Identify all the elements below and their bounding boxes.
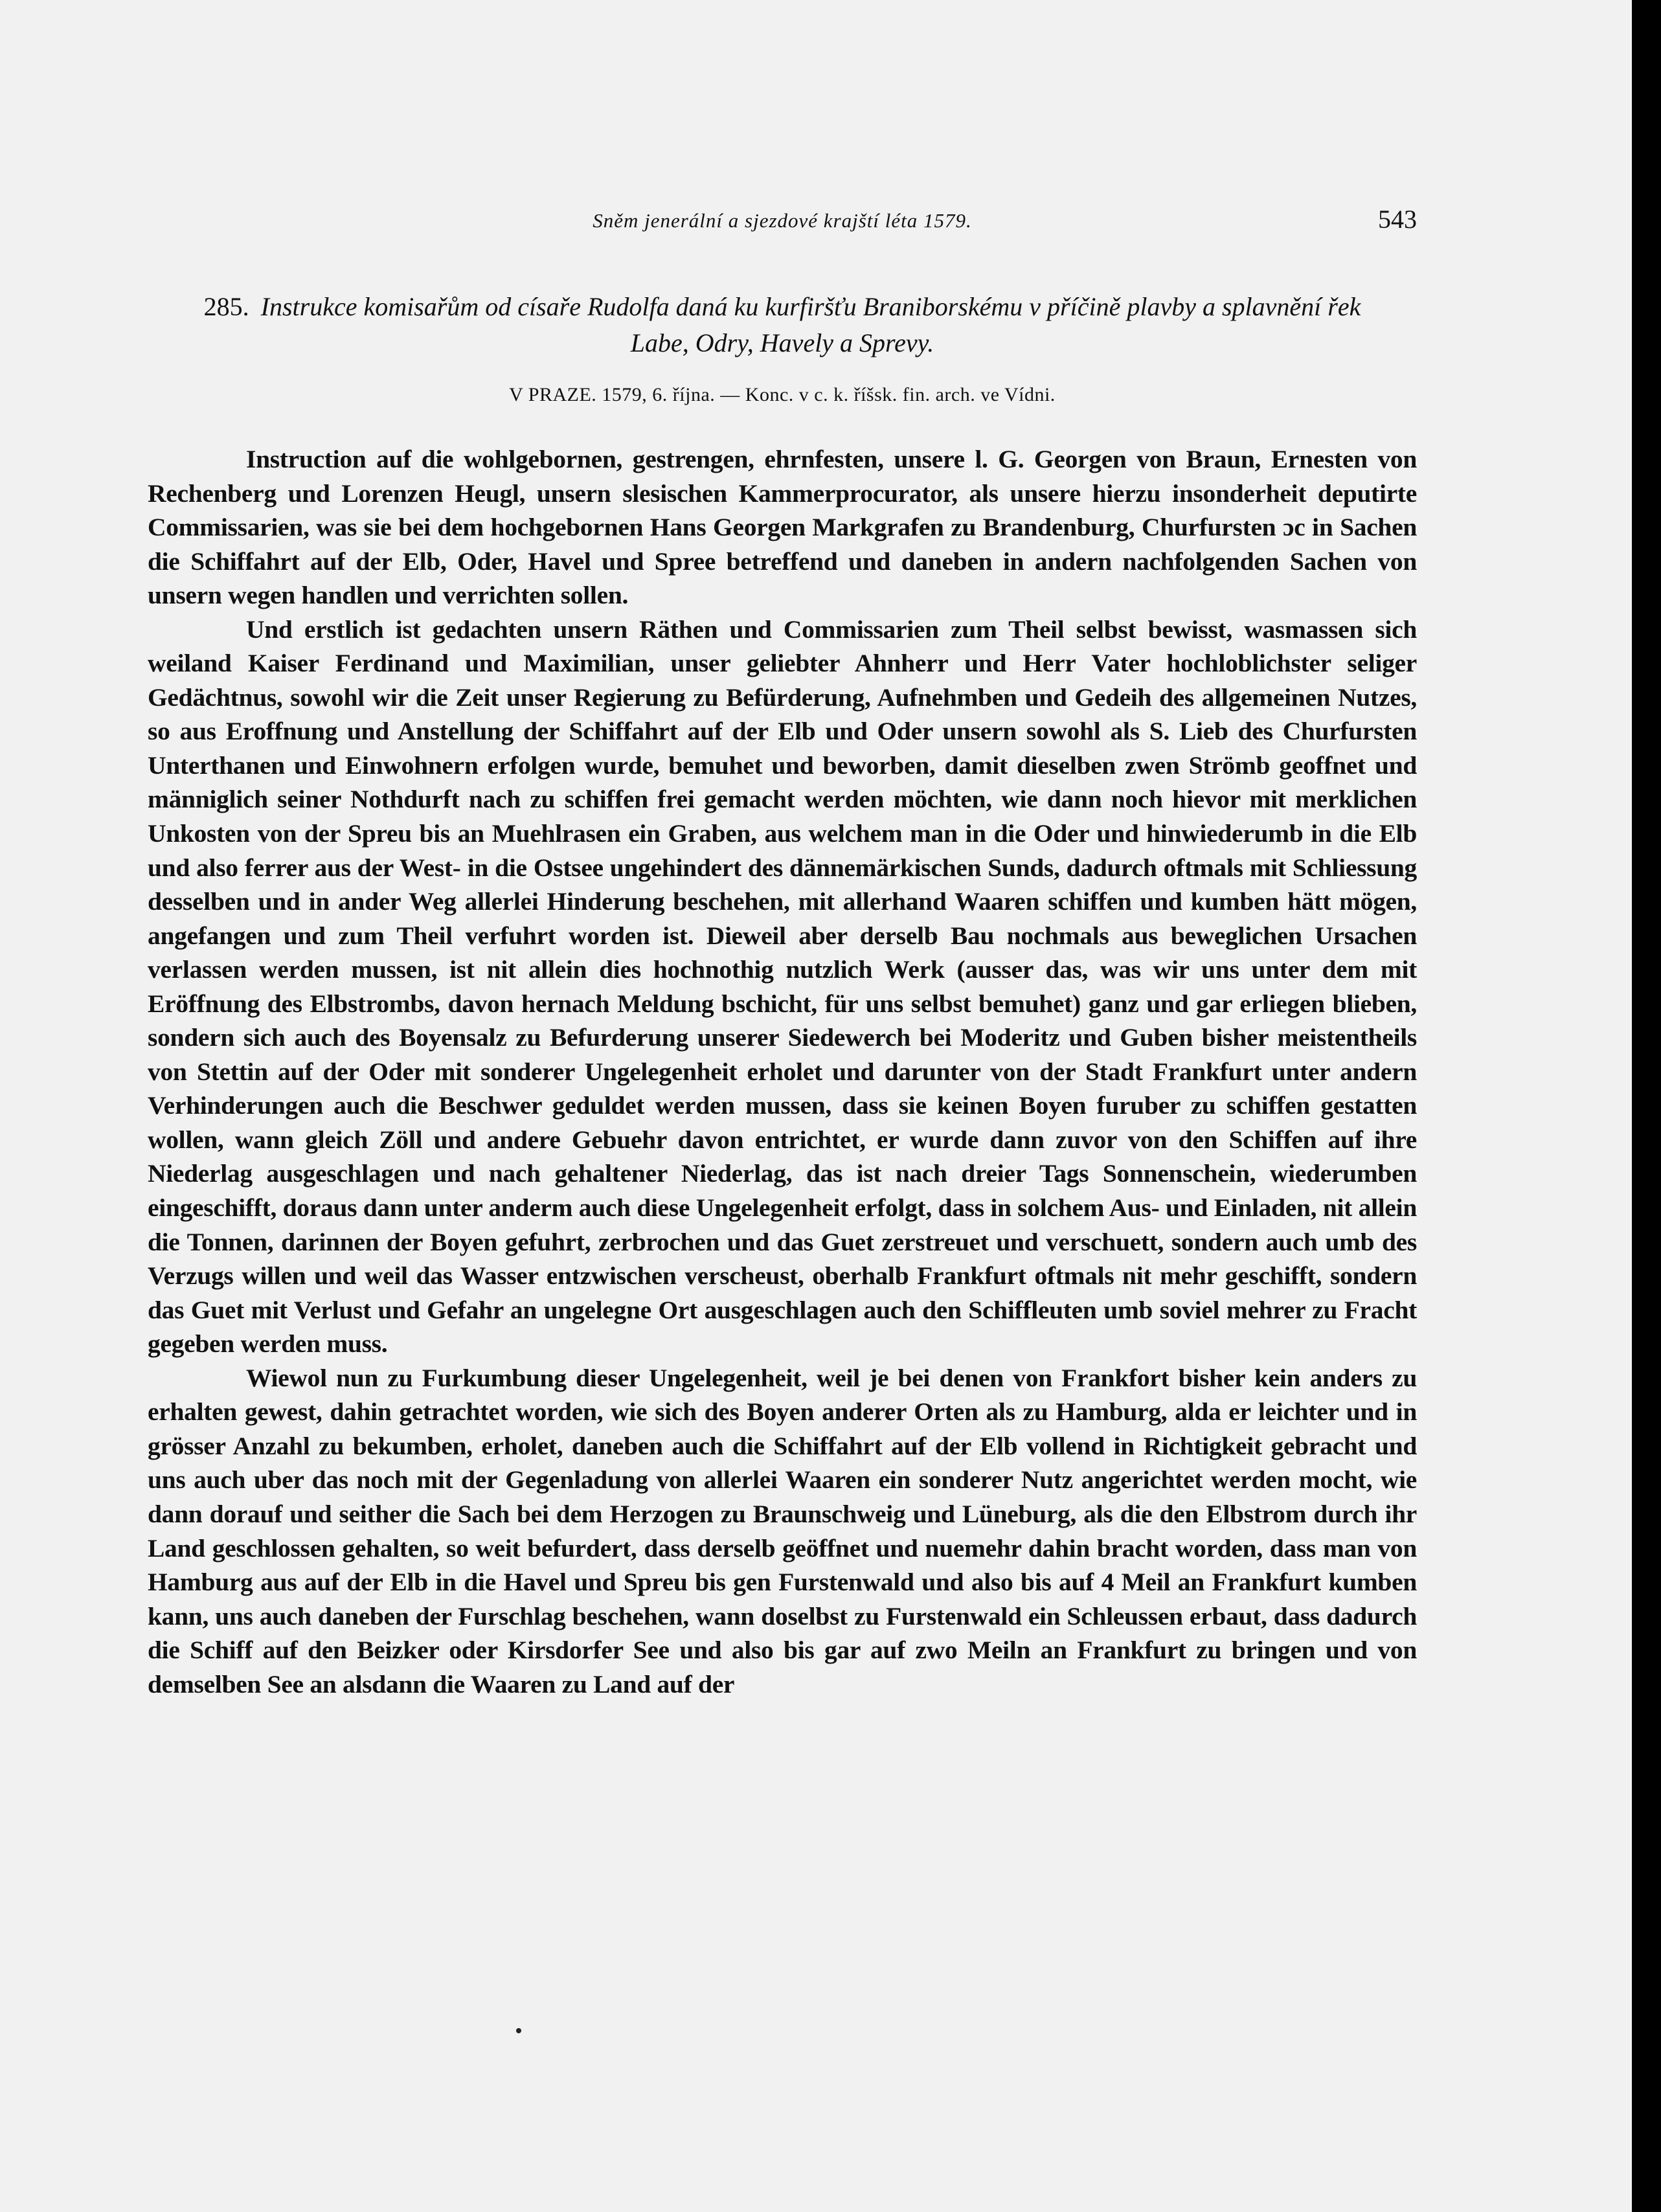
document-source-line: V PRAZE. 1579, 6. října. — Konc. v c. k. říšsk. fin. arch. ve Vídni.: [509, 384, 1056, 405]
document-title: Instrukce komisařům od císaře Rudolfa daná ku kurfiršťu Braniborskému v příčině plavby a splavnění řek Labe, Odry, Havely a Sprevy.: [260, 292, 1361, 357]
body-text: [148, 442, 1417, 1701]
ink-speck: [516, 2028, 521, 2033]
paragraph: Instruction auf die wohlgebornen, gestrengen, ehrnfesten, unsere l. G. Georgen von Braun, Ernesten von Rechenberg und Lorenzen Heugl, unsern slesischen Kammerprocurator, als unsere hierzu insonderheit deputirte Commissarien, was sie bei dem hochgebornen Hans Georgen Markgrafen zu Brandenburg, Churfursten ɔc in Sachen die Schiffahrt auf der Elb, Oder, Havel und Spree betreffend und daneben in andern nachfolgenden Sachen von unsern wegen handlen und verrichten sollen.: [148, 445, 1417, 610]
paragraph: Wiewol nun zu Furkumbung dieser Ungelegenheit, weil je bei denen von Frankfort bisher kein anders zu erhalten gewest, dahin getrachtet worden, wie sich des Boyen anderer Orten als zu Hamburg, alda er leichter und in grösser Anzahl zu bekumben, erholet, daneben auch die Schiffahrt auf der Elb vollend in Richtigkeit gebracht und uns auch uber das noch mit der Gegenladung von allerlei Waaren ein sonderer Nutz angerichtet werden mocht, wie dann dorauf und seither die Sach bei dem Herzogen zu Braunschweig und Lüneburg, als die den Elbstrom durch ihr Land geschlossen gehalten, so weit befurdert, dass derselb geöffnet und nuemehr dahin bracht worden, dass man von Hamburg aus auf der Elb in die Havel und Spreu bis gen Furstenwald und also bis auf 4 Meil an Frankfurt kumben kann, uns auch daneben der Furschlag beschehen, wann doselbst zu Furstenwald ein Schleussen erbaut, dass dadurch die Schiff auf den Beizker oder Kirsdorfer See und also bis gar auf zwo Meiln an Frankfurt zu bringen und von demselben See an alsdann die Waaren zu Land auf der: [148, 1363, 1417, 1699]
document-heading: [148, 289, 1417, 361]
scan-border: [1632, 0, 1661, 2212]
page-number: 543: [1378, 205, 1417, 234]
running-head: [148, 204, 1417, 243]
running-title: Sněm jenerální a sjezdové krajští léta 1579.: [593, 209, 972, 232]
paragraph: Und erstlich ist gedachten unsern Räthen und Commissarien zum Theil selbst bewisst, wasmassen sich weiland Kaiser Ferdinand und Maximilian, unser geliebter Ahnherr und Herr Vater hochloblichster seliger Gedächtnus, sowohl wir die Zeit unser Regierung zu Befürderung, Aufnehmben und Gedeih des allgemeinen Nutzes, so aus Eroffnung und Anstellung der Schiffahrt auf der Elb und Oder unsern sowohl als S. Lieb des Churfursten Unterthanen und Einwohnern erfolgen wurde, bemuhet und beworben, damit dieselben zwen Strömb geoffnet und männiglich seiner Nothdurft nach zu schiffen frei gemacht werden möchten, wie dann noch hievor mit merklichen Unkosten von der Spreu bis an Muehlrasen ein Graben, aus welchem man in die Oder und hinwiederumb in die Elb und also ferrer aus der West- in die Ostsee ungehindert des dännemärkischen Sunds, dadurch oftmals mit Schliessung desselben und in ander Weg allerlei Hinderung beschehen, mit allerhand Waaren schiffen und kumben hätt mögen, angefangen und zum Theil verfuhrt worden ist. Dieweil aber derselb Bau nochmals aus beweglichen Ursachen verlassen werden mussen, ist nit allein dies hochnothig nutzlich Werk (ausser das, was wir uns unter dem mit Eröffnung des Elbstrombs, davon hernach Meldung bschicht, für uns selbst bemuhet) ganz und gar erliegen blieben, sondern sich auch des Boyensalz zu Befurderung unserer Siedewerch bei Moderitz und Guben bisher meistentheils von Stettin auf der Oder mit sonderer Ungelegenheit erholet und darunter von der Stadt Frankfurt unter andern Verhinderungen auch die Beschwer geduldet werden mussen, dass sie keinen Boyen furuber zu schiffen gestatten wollen, wann gleich Zöll und andere Gebuehr davon entrichtet, er wurde dann zuvor von den Schiffen auf ihre Niederlag ausgeschlagen und nach gehaltener Niederlag, das ist nach dreier Tags Sonnenschein, wiederumben eingeschifft, doraus dann unter anderm auch diese Ungelegenheit erfolgt, dass in solchem Aus- und Einladen, nit allein die Tonnen, darinnen der Boyen gefuhrt, zerbrochen und das Guet zerstreuet und verschuett, sondern auch umb des Verzugs willen und weil das Wasser entzwischen verscheust, oberhalb Frankfurt oftmals nit mehr geschifft, sondern das Guet mit Verlust und Gefahr an ungelegne Ort ausgeschlagen auch den Schiffleuten umb soviel mehrer zu Fracht gegeben werden muss.: [148, 615, 1417, 1359]
document-number: 285.: [203, 292, 249, 321]
